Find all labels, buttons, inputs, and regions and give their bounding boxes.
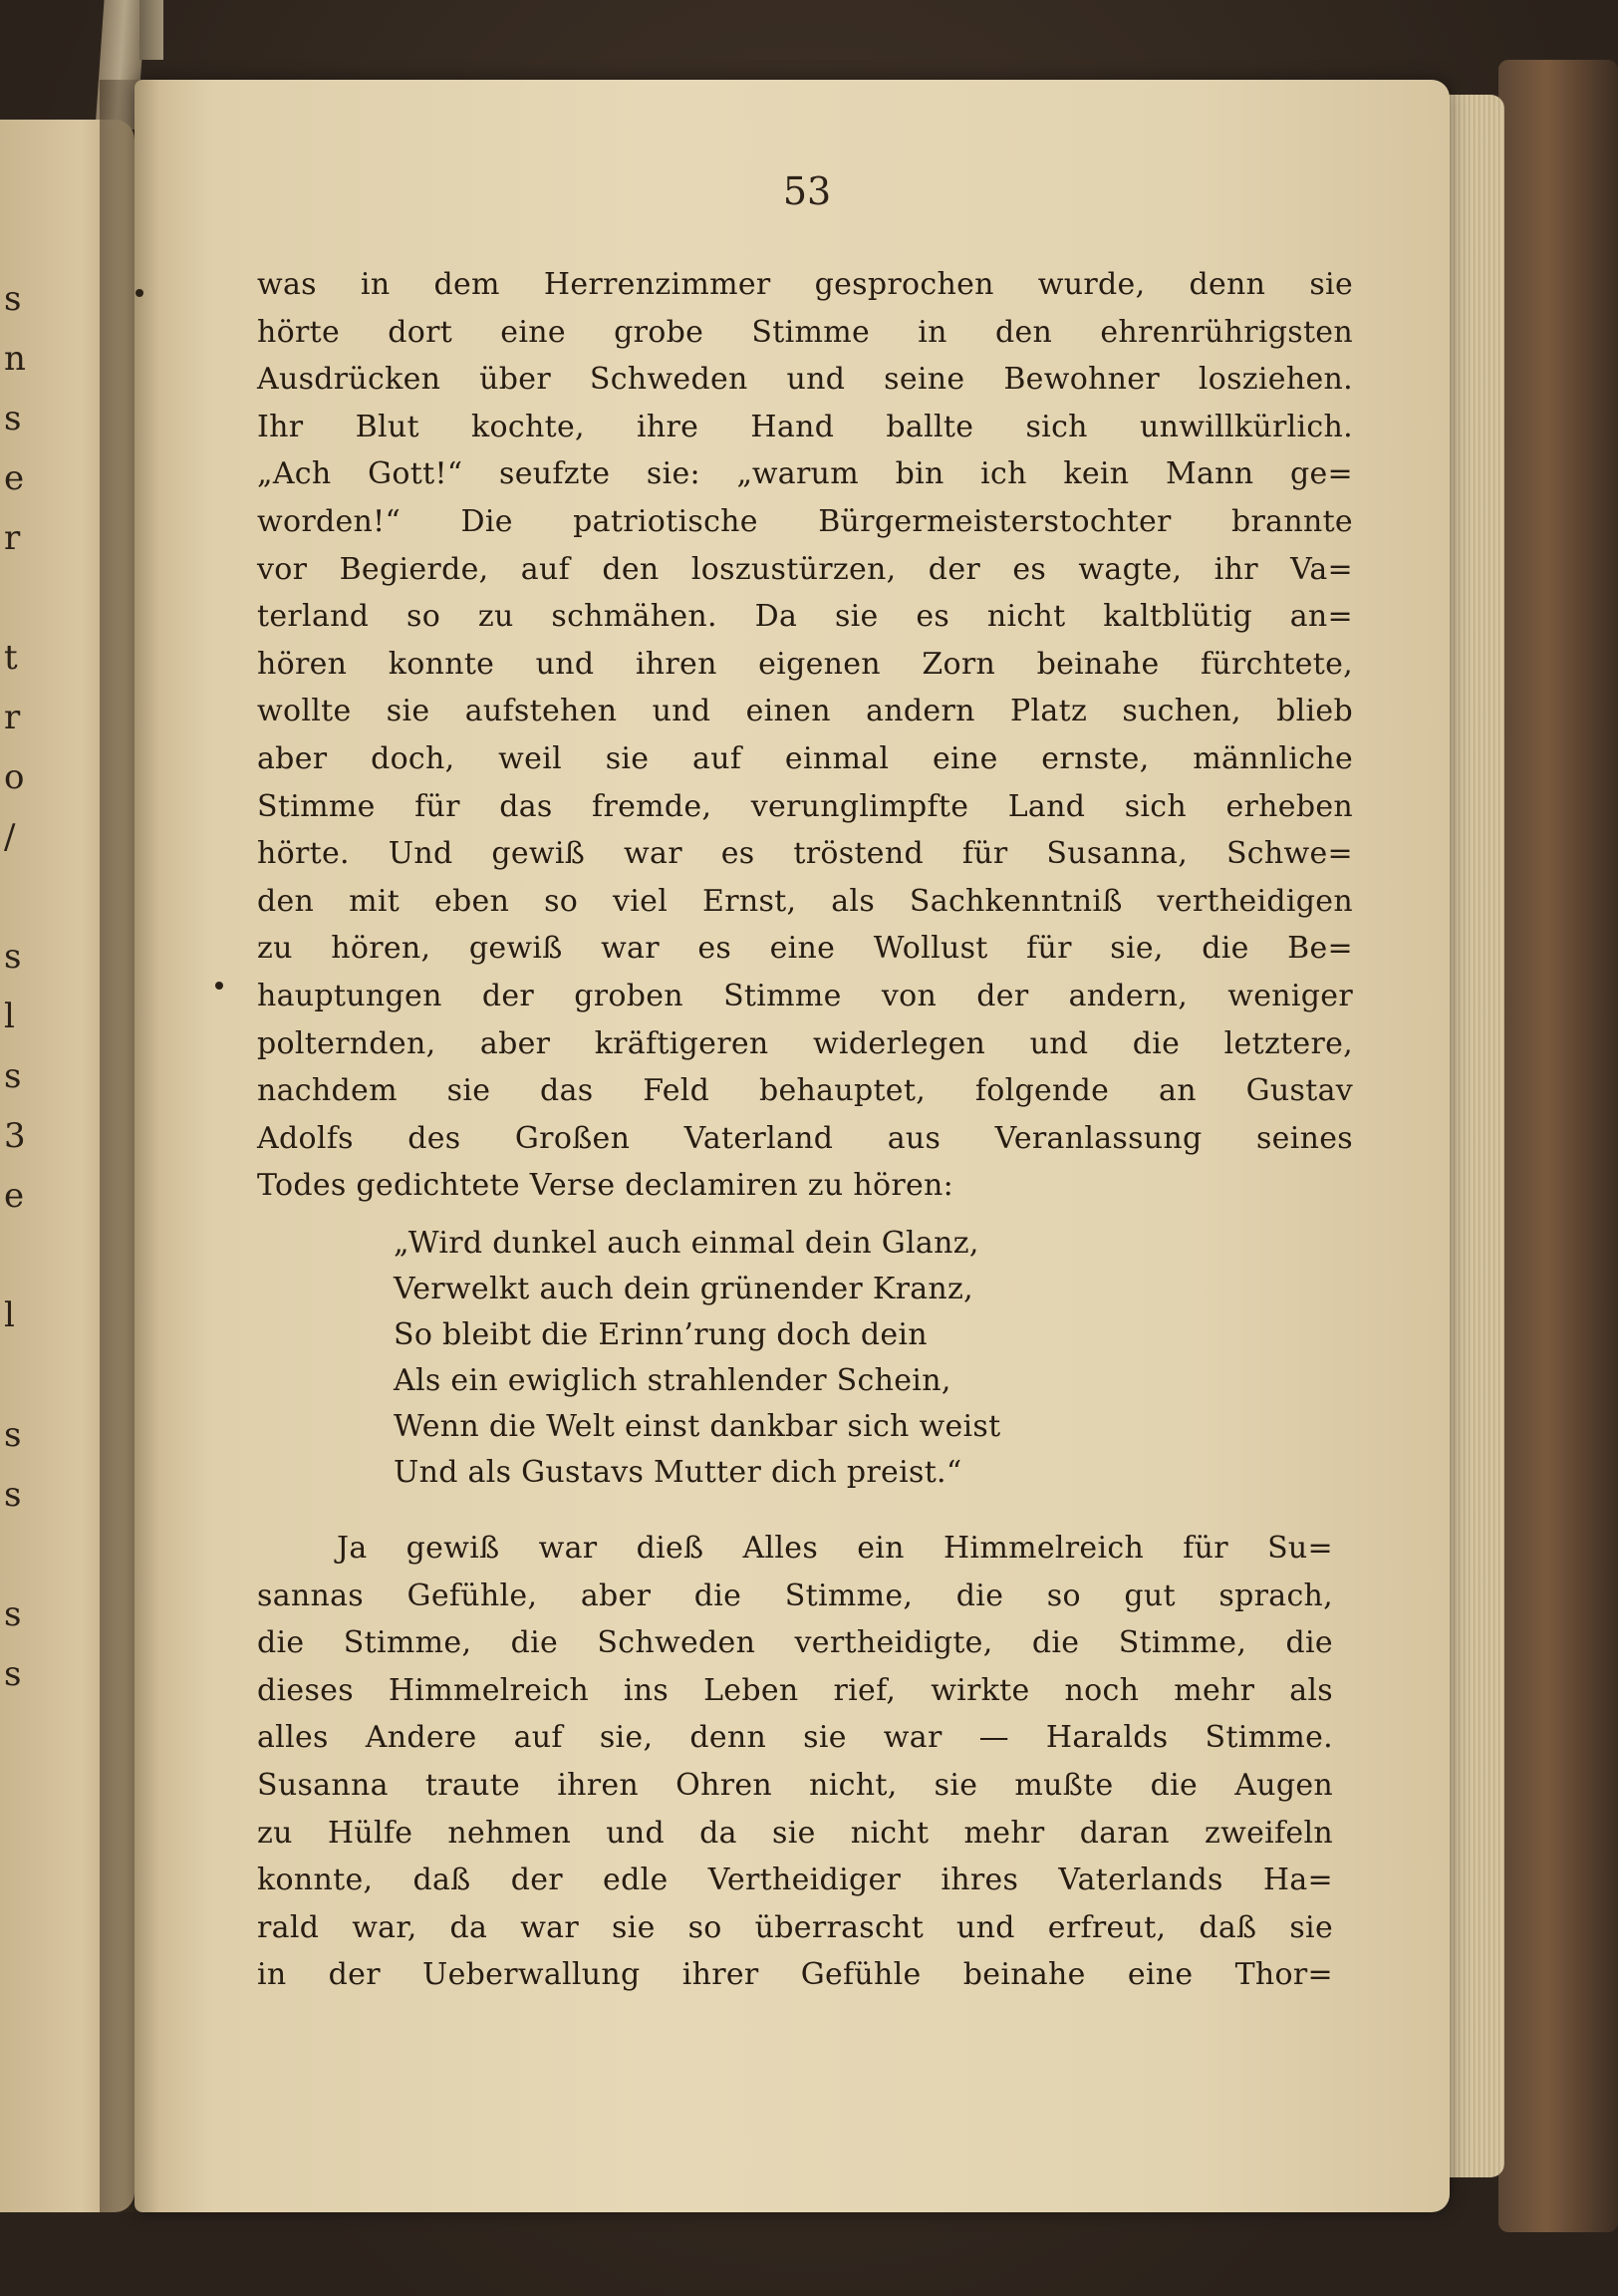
text-line: wollte sie aufstehen und einen andern Platz suchen, blieb bbox=[257, 694, 1353, 729]
margin-mark bbox=[135, 289, 143, 297]
left-fragment: o bbox=[4, 757, 25, 797]
text-line: Ihr Blut kochte, ihre Hand ballte sich unwillkürlich. bbox=[257, 409, 1353, 444]
poem-line: So bleibt die Erinn’rung doch dein bbox=[394, 1317, 928, 1352]
text-line: sannas Gefühle, aber die Stimme, die so gut sprach, bbox=[257, 1578, 1333, 1613]
left-fragment: s bbox=[4, 399, 22, 438]
margin-mark bbox=[215, 982, 223, 990]
paragraph-1 bbox=[257, 261, 1353, 1210]
left-fragment bbox=[0, 1226, 30, 1286]
text-line: den mit eben so viel Ernst, als Sachkenntniß vertheidigen bbox=[257, 883, 1353, 919]
text-line: zu hören, gewiß war es eine Wollust für sie, die Be= bbox=[257, 931, 1353, 967]
text-line: terland so zu schmähen. Da sie es nicht kaltblütig an= bbox=[257, 599, 1353, 635]
poem-line: Verwelkt auch dein grünender Kranz, bbox=[394, 1272, 973, 1306]
left-fragment bbox=[0, 867, 30, 927]
text-line: zu Hülfe nehmen und da sie nicht mehr daran zweifeln bbox=[257, 1815, 1333, 1851]
text-line: nachdem sie das Feld behauptet, folgende an Gustav bbox=[257, 1073, 1353, 1109]
gutter-shadow bbox=[100, 80, 159, 2212]
left-fragment: e bbox=[4, 458, 25, 498]
poem-line: Und als Gustavs Mutter dich preist.“ bbox=[394, 1455, 962, 1490]
cover-edge bbox=[1498, 60, 1618, 2232]
left-fragment: r bbox=[4, 518, 21, 558]
text-line: Adolfs des Großen Vaterland aus Veranlassung seines bbox=[257, 1120, 1353, 1156]
left-fragment: s bbox=[4, 1056, 22, 1096]
poem-line: Als ein ewiglich strahlender Schein, bbox=[394, 1363, 951, 1398]
poem-block bbox=[394, 1221, 1171, 1496]
left-fragment: e bbox=[4, 1176, 25, 1216]
left-fragment bbox=[0, 1345, 30, 1405]
left-fragment: s bbox=[4, 1415, 22, 1455]
text-line: polternden, aber kräftigeren widerlegen und die letztere, bbox=[257, 1025, 1353, 1061]
left-fragment: n bbox=[4, 339, 26, 379]
poem-line: „Wird dunkel auch einmal dein Glanz, bbox=[394, 1226, 979, 1261]
left-fragment: l bbox=[4, 997, 15, 1036]
text-line: worden!“ Die patriotische Bürgermeisterstochter brannte bbox=[257, 503, 1353, 539]
text-line: hören konnte und ihren eigenen Zorn beinahe fürchtete, bbox=[257, 646, 1353, 682]
left-fragment: s bbox=[4, 1594, 22, 1634]
left-fragment: l bbox=[4, 1295, 15, 1335]
left-fragment: r bbox=[4, 698, 21, 737]
left-fragment: t bbox=[4, 638, 18, 678]
left-fragment: s bbox=[4, 1475, 22, 1515]
text-line: alles Andere auf sie, denn sie war — Haralds Stimme. bbox=[257, 1720, 1333, 1756]
text-line: rald war, da war sie so überrascht und erfreut, daß sie bbox=[257, 1909, 1333, 1945]
text-line: Ja gewiß war dieß Alles ein Himmelreich für Su= bbox=[337, 1531, 1333, 1566]
text-line: Todes gedichtete Verse declamiren zu hören: bbox=[257, 1168, 954, 1204]
page-number: 53 bbox=[782, 169, 832, 213]
left-fragment: 3 bbox=[4, 1116, 26, 1156]
left-fragment: s bbox=[4, 279, 22, 319]
poem-line: Wenn die Welt einst dankbar sich weist bbox=[394, 1409, 1001, 1444]
text-line: hörte dort eine grobe Stimme in den ehrenrührigsten bbox=[257, 314, 1353, 350]
text-line: dieses Himmelreich ins Leben rief, wirkte noch mehr als bbox=[257, 1672, 1333, 1708]
text-line: Susanna traute ihren Ohren nicht, sie mußte die Augen bbox=[257, 1767, 1333, 1803]
text-line: hörte. Und gewiß war es tröstend für Susanna, Schwe= bbox=[257, 836, 1353, 872]
left-fragment bbox=[0, 1525, 30, 1584]
left-page-text-fragments bbox=[0, 269, 30, 1704]
paragraph-2 bbox=[257, 1525, 1333, 1999]
bookmark-ribbon-second bbox=[139, 0, 163, 60]
left-fragment: / bbox=[4, 817, 16, 857]
text-line: aber doch, weil sie auf einmal eine ernste, männliche bbox=[257, 740, 1353, 776]
text-line: Ausdrücken über Schweden und seine Bewohner losziehen. bbox=[257, 362, 1353, 398]
left-fragment: s bbox=[4, 937, 22, 977]
text-line: in der Ueberwallung ihrer Gefühle beinahe eine Thor= bbox=[257, 1957, 1333, 1993]
text-line: die Stimme, die Schweden vertheidigte, die Stimme, die bbox=[257, 1625, 1333, 1661]
text-line: Stimme für das fremde, verunglimpfte Land sich erheben bbox=[257, 788, 1353, 824]
text-line: was in dem Herrenzimmer gesprochen wurde, denn sie bbox=[257, 267, 1353, 302]
left-fragment bbox=[0, 568, 30, 628]
left-fragment: s bbox=[4, 1654, 22, 1694]
text-line: hauptungen der groben Stimme von der andern, weniger bbox=[257, 978, 1353, 1013]
text-line: konnte, daß der edle Vertheidiger ihres Vaterlands Ha= bbox=[257, 1863, 1333, 1898]
text-line: vor Begierde, auf den loszustürzen, der es wagte, ihr Va= bbox=[257, 551, 1353, 587]
text-line: „Ach Gott!“ seufzte sie: „warum bin ich kein Mann ge= bbox=[257, 456, 1353, 492]
